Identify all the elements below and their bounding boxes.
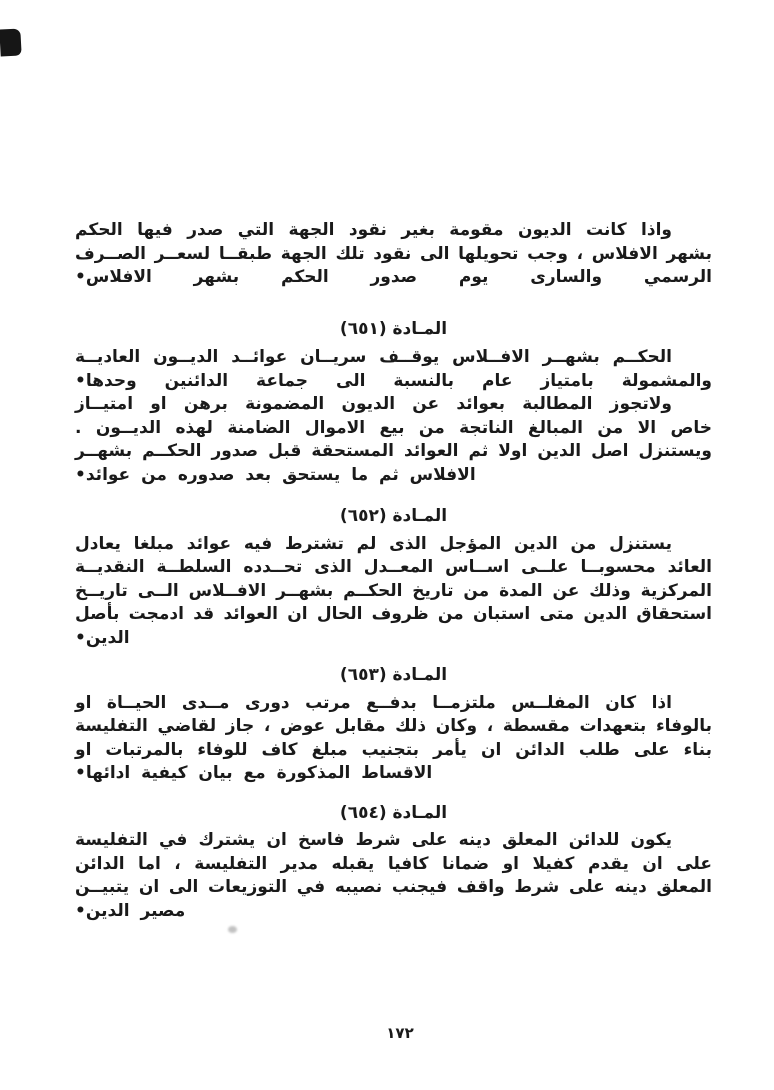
text-line: بناء على طلب الدائن ان يأمر بتجنيب مبلغ كاف للوفاء بالمرتبات او	[75, 739, 712, 760]
text-line: الدين•	[75, 627, 130, 648]
text-line: واذا كانت الديون مقومة بغير نقود الجهة التي صدر فيها الحكم	[75, 220, 672, 240]
text-line: خاص الا من المبالغ الناتجة من بيع الاموال الضامنة لهذه الديــون .	[75, 417, 712, 438]
text-line: الاقساط المذكورة مع بيان كيفية ادائها•	[75, 763, 433, 783]
article-652-paragraph-1	[75, 533, 712, 651]
scan-artifact-corner-mark	[0, 28, 22, 56]
text-line: الرسمي والسارى يوم صدور الحكم بشهر الافلاس•	[75, 267, 712, 287]
text-line: يكون للدائن المعلق دينه على شرط فاسخ ان يشترك في التفليسة	[75, 830, 672, 850]
article-651-paragraph-2	[75, 393, 712, 487]
article-653-heading: المـادة (٦٥٣)	[339, 665, 448, 685]
text-line: على ان يقدم كفيلا او ضمانا كافيا يقبله مدير التفليسة ، اما الدائن	[75, 853, 712, 874]
text-line: استحقاق الدين متى استبان من ظروف الحال ان العوائد قد ادمجت بأصل	[75, 604, 712, 624]
article-651-paragraph-1	[75, 346, 712, 393]
page-number: ١٧٢	[386, 1024, 414, 1042]
text-line: ويستنزل اصل الدين اولا ثم العوائد المستحقة قبل صدور الحكــم بشهــر	[75, 441, 712, 461]
article-653-paragraph-1	[75, 692, 712, 786]
text-line: بشهر الافلاس ، وجب تحويلها الى نقود تلك الجهة طبقــا لسعــر الصــرف	[75, 243, 712, 264]
text-line: المركزية وذلك عن المدة من تاريخ الحكــم بشهــر الافــلاس الــى تاريــخ	[75, 580, 712, 601]
intro-paragraph	[75, 219, 712, 290]
text-line: الافلاس ثم ما يستحق بعد صدوره من عوائد•	[75, 464, 476, 485]
text-line: اذا كان المفلــس ملتزمــا بدفــع مرتب دورى مــدى الحيــاة او	[75, 692, 672, 713]
article-651-heading: المـادة (٦٥١)	[339, 318, 448, 339]
article-654-heading: المـادة (٦٥٤)	[339, 802, 448, 823]
page-text-column	[75, 219, 712, 923]
text-line: والمشمولة بامتياز عام بالنسبة الى جماعة الدائنين وحدها•	[75, 370, 712, 391]
text-line: العائد محسوبــا علــى اســاس المعــدل الذى تحــدده السلطــة النقديــة	[75, 557, 712, 577]
text-line: مصير الدين•	[75, 900, 186, 921]
scan-artifact-speck	[228, 926, 237, 933]
text-line: يستنزل من الدين المؤجل الذى لم تشترط فيه عوائد مبلغا يعادل	[75, 533, 672, 554]
text-line: المعلق دينه على شرط واقف فيجنب نصيبه في التوزيعات الى ان يتبيــن	[75, 877, 712, 897]
article-654-paragraph-1	[75, 829, 712, 923]
text-line: ولاتجوز المطالبة بعوائد عن الديون المضمونة برهن او امتيــاز	[75, 394, 672, 414]
text-line: بالوفاء بتعهدات مقسطة ، وكان ذلك مقابل عوض ، جاز لقاضي التفليسة	[75, 716, 712, 736]
article-652-heading: المـادة (٦٥٢)	[339, 506, 448, 526]
text-line: الحكــم بشهــر الافــلاس يوقــف سريــان عوائــد الديــون العاديــة	[75, 347, 672, 367]
